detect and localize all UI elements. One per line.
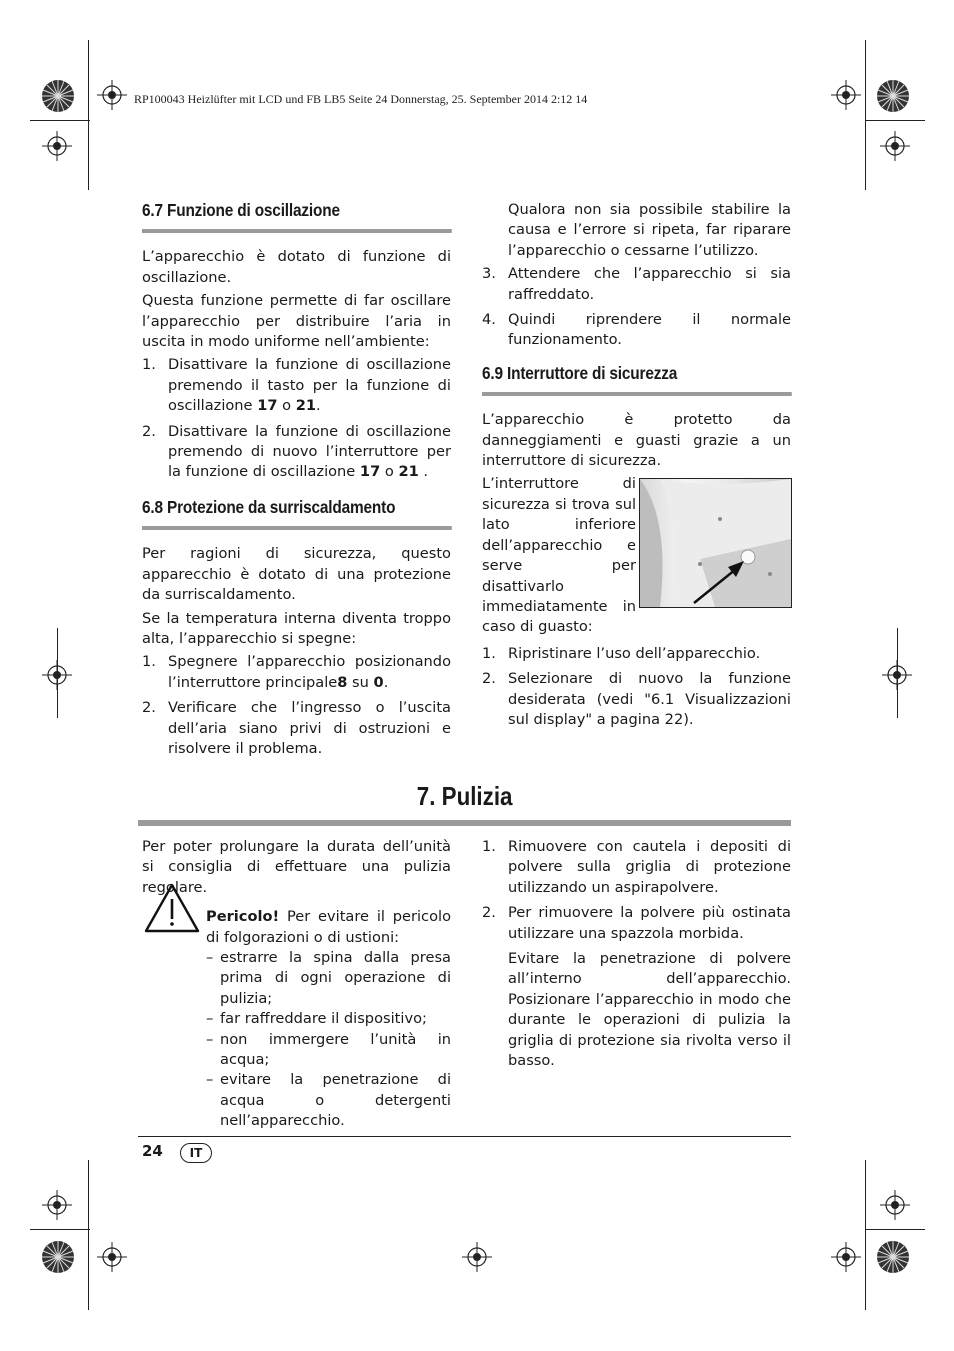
list-item: 4. Quindi riprendere il normale funzionamento.: [482, 311, 791, 349]
print-slug-line: RP100043 Heizlüfter mit LCD und FB LB5 Seite 24 Donnerstag, 25. September 2014 2:12 14: [134, 92, 588, 106]
crosshair-registration-mark-icon: [882, 660, 912, 690]
list-item: – non immergere l’unità in acqua;: [206, 1030, 451, 1069]
crop-line: [865, 1229, 925, 1230]
paragraph: L’apparecchio è protetto da danneggiamenti e guasti grazie a un interruttore di sicurezza.: [482, 411, 791, 470]
crop-line: [88, 1160, 89, 1310]
paragraph: Evitare la penetrazione di polvere all’interno dell’apparecchio. Posizionare l’apparecchio in modo che durante le operazioni di pulizia la griglia di protezione sia rivolta verso il basso.: [508, 950, 791, 1070]
cleaning-right-column: [482, 837, 791, 1074]
list-item: 1. Rimuovere con cautela i depositi di polvere sulla griglia di protezione utilizzando un aspirapolvere.: [482, 838, 791, 896]
list-item: 2. Selezionare di nuovo la funzione desiderata (vedi "6.1 Visualizzazioni sul display" a pagina 22).: [482, 670, 791, 728]
list-item: – far raffreddare il dispositivo;: [206, 1010, 427, 1028]
crosshair-registration-mark-icon: [97, 80, 127, 110]
warning-triangle-icon: [143, 882, 201, 934]
page-number: 24: [142, 1142, 163, 1160]
crosshair-registration-mark-icon: [880, 131, 910, 161]
paragraph: Per poter prolungare la durata dell’unità si consiglia di effettuare una pulizia regolare.: [142, 838, 451, 896]
paragraph: Per ragioni di sicurezza, questo apparecchio è dotato di una protezione da surriscaldamento.: [142, 545, 451, 604]
warning-label: Pericolo!: [206, 908, 280, 926]
crosshair-registration-mark-icon: [462, 1242, 492, 1272]
language-badge: IT: [180, 1143, 212, 1163]
crop-line: [30, 120, 90, 121]
section-heading-oscillation: 6.7 Funzione di oscillazione: [142, 200, 452, 233]
paragraph: L’apparecchio è dotato di funzione di oscillazione.: [142, 248, 451, 286]
section-heading-overheat: 6.8 Protezione da surriscaldamento: [142, 497, 452, 530]
crop-line: [865, 40, 866, 190]
crosshair-registration-mark-icon: [97, 1242, 127, 1272]
list-item: 1. Disattivare la funzione di oscillazione premendo il tasto per la funzione di oscillazione 17 o 21.: [142, 356, 451, 415]
numbered-list: [142, 652, 451, 759]
color-bar-rosette-icon: [876, 1240, 910, 1274]
color-bar-rosette-icon: [41, 79, 75, 113]
list-item: – estrarre la spina dalla presa prima di ogni operazione di pulizia;: [206, 949, 451, 1007]
paragraph: L’interruttore di sicurezza si trova sul lato inferiore dell’apparecchio e serve per disattivarlo immediatamente in caso di guasto:: [482, 475, 636, 636]
crosshair-registration-mark-icon: [880, 1190, 910, 1220]
list-item: 1. Ripristinare l’uso dell’apparecchio.: [482, 644, 761, 662]
paragraph: Qualora non sia possibile stabilire la causa e l’errore si ripeta, far riparare l’apparecchio o cessarne l’utilizzo.: [508, 201, 791, 259]
crosshair-registration-mark-icon: [831, 80, 861, 110]
crosshair-registration-mark-icon: [42, 1190, 72, 1220]
crop-line: [30, 1229, 90, 1230]
list-item: 1. Spegnere l’apparecchio posizionando l’interruttore principale8 su 0.: [142, 653, 451, 691]
paragraph: Questa funzione permette di far oscillare l’apparecchio per distribuire l’aria in uscita in modo uniforme nell’ambiente:: [142, 292, 451, 351]
right-column: [482, 200, 791, 735]
list-item: 2. Per rimuovere la polvere più ostinata utilizzare una spazzola morbida.: [482, 904, 791, 942]
list-item: – evitare la penetrazione di acqua o detergenti nell’apparecchio.: [206, 1071, 451, 1130]
list-item: 2. Verificare che l’ingresso o l’uscita dell’aria siano privi di ostruzioni e risolvere il problema.: [142, 699, 451, 757]
list-item: 2. Disattivare la funzione di oscillazione premendo di nuovo l’interruttore per la funzione di oscillazione 17 o 21 .: [142, 422, 451, 481]
crop-line: [865, 1160, 866, 1310]
crop-line: [865, 120, 925, 121]
safety-switch-photo: [639, 478, 792, 608]
footer-rule: [138, 1136, 791, 1137]
list-item: 3. Attendere che l’apparecchio si sia raffreddato.: [482, 265, 791, 303]
crop-line: [88, 40, 89, 190]
crosshair-registration-mark-icon: [42, 131, 72, 161]
warning-block: Pericolo! Per evitare il pericolo di folgorazioni o di ustioni: – estrarre la spina dalla presa prima di ogni operazione di pulizia; – far raffreddare il dispositivo; – non immergere l’unità in acqua; – evitare la penetrazione di acqua o detergenti nell’apparecchio.: [206, 907, 451, 1131]
crosshair-registration-mark-icon: [42, 660, 72, 690]
color-bar-rosette-icon: [41, 1240, 75, 1274]
section-heading-safety-switch: 6.9 Interruttore di sicurezza: [482, 363, 792, 396]
numbered-list: [482, 644, 791, 731]
numbered-list: [142, 355, 451, 482]
numbered-list: [482, 264, 791, 351]
crosshair-registration-mark-icon: [831, 1242, 861, 1272]
chapter-title: 7. Pulizia: [138, 781, 791, 826]
paragraph: Se la temperatura interna diventa troppo alta, l’apparecchio si spegne:: [142, 609, 451, 647]
left-column: [142, 200, 451, 764]
color-bar-rosette-icon: [876, 79, 910, 113]
